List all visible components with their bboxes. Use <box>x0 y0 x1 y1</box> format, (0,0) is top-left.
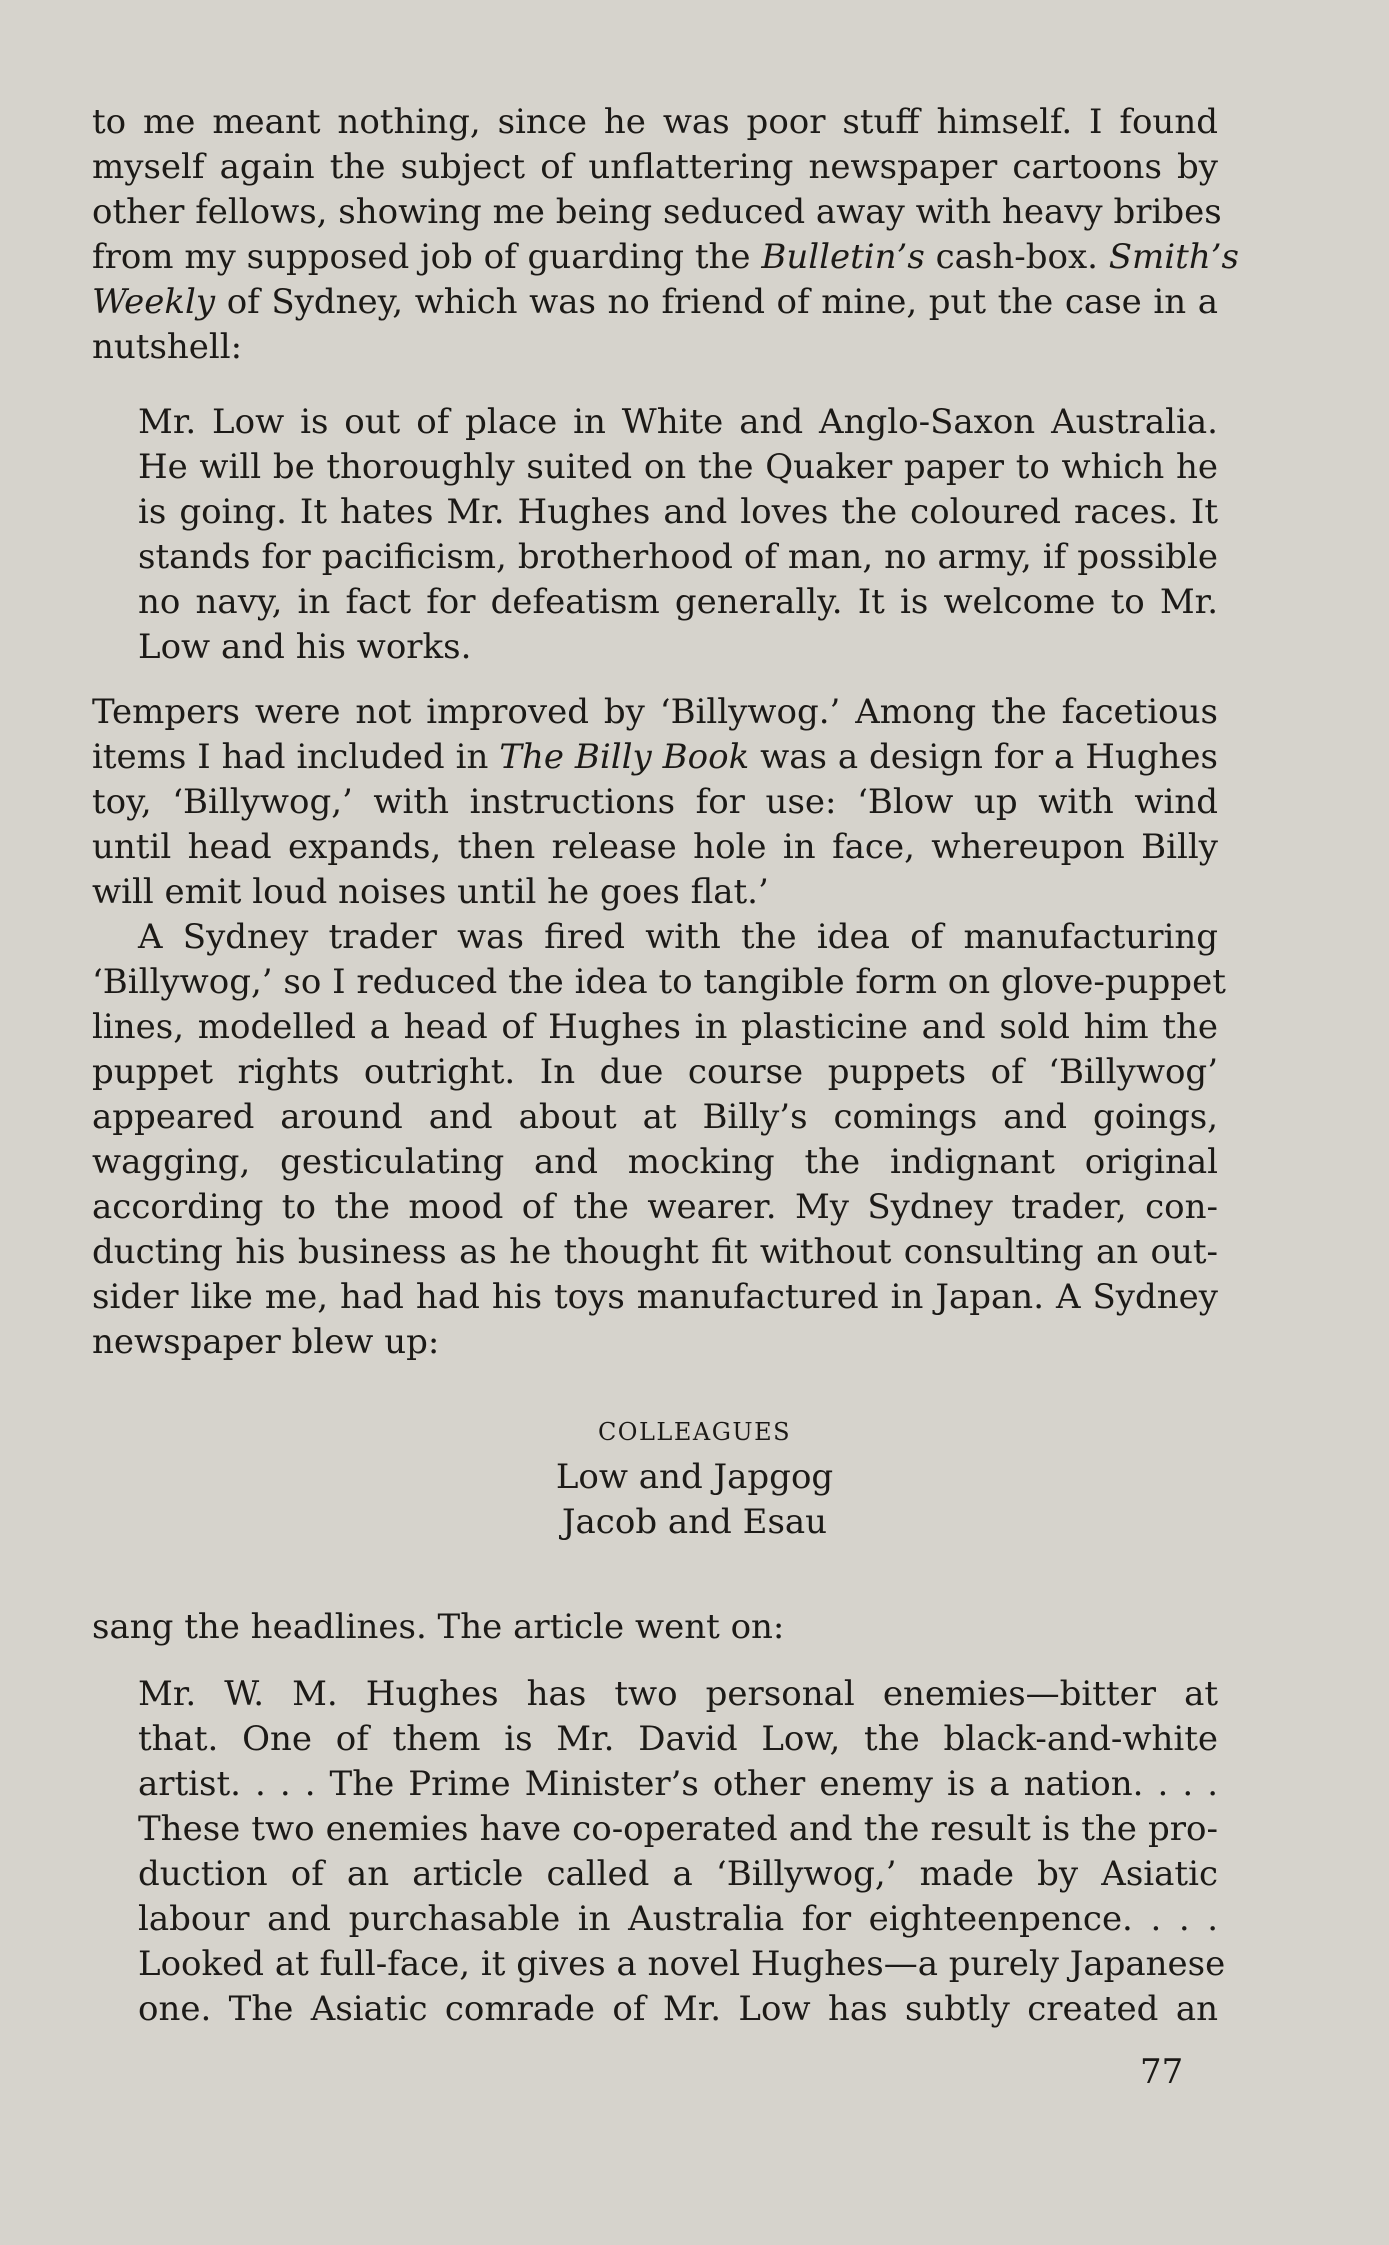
text-line: items I had included in The Billy Book was a design for a Hughes <box>92 737 1218 777</box>
paragraph-2 <box>92 690 1218 915</box>
page-number: 77 <box>1140 2052 1184 2092</box>
text-line: Weekly of Sydney, which was no friend of mine, put the case in a <box>92 282 1218 322</box>
block-quote-2 <box>138 1672 1226 2032</box>
text-line: no navy, in fact for defeatism generally. It is welcome to Mr. <box>138 582 1218 622</box>
headline-line-1: Low and Japgog <box>555 1457 834 1497</box>
text-line: stands for pacificism, brotherhood of man, no army, if possible <box>138 537 1218 577</box>
text-line: to me meant nothing, since he was poor stuff himself. I found <box>92 102 1218 142</box>
text-line: other fellows, showing me being seduced away with heavy bribes <box>92 192 1222 232</box>
text-line: from my supposed job of guarding the Bulletin’s cash-box. Smith’s <box>92 237 1239 277</box>
text-line: A Sydney trader was fired with the idea of manufacturing <box>138 917 1218 957</box>
text-line: myself again the subject of unflattering newspaper cartoons by <box>92 147 1218 187</box>
headline-title: COLLEAGUES <box>597 1418 792 1446</box>
text-line: sider like me, had had his toys manufactured in Japan. A Sydney <box>92 1277 1218 1317</box>
text-line: puppet rights outright. In due course puppets of ‘Billywog’ <box>92 1052 1218 1092</box>
text-line: ‘Billywog,’ so I reduced the idea to tangible form on glove-puppet <box>92 962 1226 1002</box>
block-quote-1 <box>138 400 1218 670</box>
text-line: lines, modelled a head of Hughes in plasticine and sold him the <box>92 1007 1218 1047</box>
text-line: He will be thoroughly suited on the Quaker paper to which he <box>138 447 1218 487</box>
text-line: that. One of them is Mr. David Low, the black-and-white <box>138 1719 1218 1759</box>
text-line: newspaper blew up: <box>92 1322 440 1362</box>
text-line: sang the headlines. The article went on: <box>92 1607 785 1647</box>
text-line: labour and purchasable in Australia for eighteenpence. . . . <box>138 1899 1218 1939</box>
paragraph-3 <box>92 915 1226 1365</box>
text-line: one. The Asiatic comrade of Mr. Low has subtly created an <box>138 1989 1218 2029</box>
text-line: Looked at full-face, it gives a novel Hughes—a purely Japanese <box>138 1944 1226 1984</box>
headline-line-2: Jacob and Esau <box>561 1502 828 1542</box>
text-line: duction of an article called a ‘Billywog,’ made by Asiatic <box>138 1854 1218 1894</box>
text-line: wagging, gesticulating and mocking the indignant original <box>92 1142 1218 1182</box>
text-line: appeared around and about at Billy’s comings and goings, <box>92 1097 1218 1137</box>
text-line: according to the mood of the wearer. My Sydney trader, con- <box>92 1187 1218 1227</box>
headline-block <box>0 1410 1389 1545</box>
text-line: ducting his business as he thought fit without consulting an out- <box>92 1232 1218 1272</box>
text-line: Low and his works. <box>138 627 472 667</box>
text-line: Mr. Low is out of place in White and Anglo-Saxon Australia. <box>138 402 1218 442</box>
text-line: toy, ‘Billywog,’ with instructions for use: ‘Blow up with wind <box>92 782 1218 822</box>
text-line: will emit loud noises until he goes flat.’ <box>92 872 769 912</box>
text-line: nutshell: <box>92 327 243 367</box>
text-line: Tempers were not improved by ‘Billywog.’ Among the facetious <box>92 692 1218 732</box>
text-line: Mr. W. M. Hughes has two personal enemies—bitter at <box>138 1674 1218 1714</box>
paragraph-4 <box>92 1605 1218 1650</box>
text-line: until head expands, then release hole in face, whereupon Billy <box>92 827 1218 867</box>
text-line: is going. It hates Mr. Hughes and loves the coloured races. It <box>138 492 1218 532</box>
text-line: artist. . . . The Prime Minister’s other enemy is a nation. . . . <box>138 1764 1218 1804</box>
text-line: These two enemies have co-operated and the result is the pro- <box>138 1809 1218 1849</box>
paragraph-1 <box>92 100 1239 370</box>
